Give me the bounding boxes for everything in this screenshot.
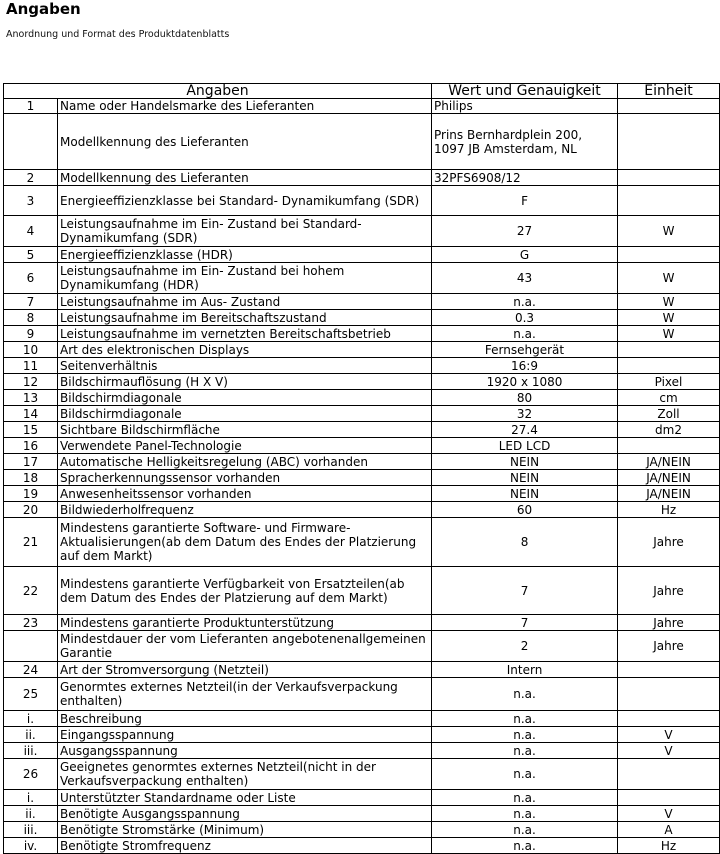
- table-row: [4, 743, 720, 759]
- row-description: Mindestdauer der vom Lieferanten angebotenenallgemeinen Garantie: [58, 631, 432, 662]
- row-value: n.a.: [432, 790, 618, 806]
- table-row: [4, 806, 720, 822]
- row-description: Mindestens garantierte Software- und Firmware-Aktualisierungen(ab dem Datum des Endes der Platzierung auf dem Markt): [58, 518, 432, 567]
- row-unit: Jahre: [618, 567, 720, 615]
- row-description: Geeignetes genormtes externes Netzteil(nicht in der Verkaufsverpackung enthalten): [58, 759, 432, 790]
- table-row: [4, 186, 720, 216]
- row-unit: Hz: [618, 838, 720, 854]
- table-row: [4, 342, 720, 358]
- row-value: n.a.: [432, 678, 618, 711]
- row-value: 0.3: [432, 310, 618, 326]
- row-unit: [618, 114, 720, 170]
- row-number: 19: [4, 486, 58, 502]
- row-number: iii.: [4, 822, 58, 838]
- row-unit: W: [618, 294, 720, 310]
- row-value: 2: [432, 631, 618, 662]
- row-value: 43: [432, 263, 618, 294]
- row-number: 17: [4, 454, 58, 470]
- column-header-angaben: Angaben: [4, 84, 432, 99]
- table-row: [4, 615, 720, 631]
- row-unit: JA/NEIN: [618, 454, 720, 470]
- row-number: 23: [4, 615, 58, 631]
- row-number: 11: [4, 358, 58, 374]
- row-number: 8: [4, 310, 58, 326]
- row-description: Leistungsaufnahme im Aus- Zustand: [58, 294, 432, 310]
- row-value: LED LCD: [432, 438, 618, 454]
- table-row: [4, 631, 720, 662]
- row-number: 20: [4, 502, 58, 518]
- row-number: 26: [4, 759, 58, 790]
- row-description: Energieeffizienzklasse bei Standard- Dynamikumfang (SDR): [58, 186, 432, 216]
- row-description: Leistungsaufnahme im Bereitschaftszustand: [58, 310, 432, 326]
- table-row: [4, 438, 720, 454]
- row-unit: V: [618, 727, 720, 743]
- table-row: [4, 358, 720, 374]
- row-number: 24: [4, 662, 58, 678]
- row-value: n.a.: [432, 727, 618, 743]
- row-number: 7: [4, 294, 58, 310]
- row-number: 16: [4, 438, 58, 454]
- row-value: 80: [432, 390, 618, 406]
- row-unit: [618, 186, 720, 216]
- page-subtitle: Anordnung und Format des Produktdatenblatts: [6, 29, 230, 40]
- table-row: [4, 662, 720, 678]
- row-unit: Zoll: [618, 406, 720, 422]
- table-row: [4, 99, 720, 114]
- row-value: 7: [432, 615, 618, 631]
- row-unit: [618, 99, 720, 114]
- row-value: F: [432, 186, 618, 216]
- row-unit: Jahre: [618, 631, 720, 662]
- row-unit: [618, 342, 720, 358]
- row-value: NEIN: [432, 486, 618, 502]
- row-number: 10: [4, 342, 58, 358]
- row-number: 18: [4, 470, 58, 486]
- page-title: Angaben: [6, 0, 81, 18]
- row-description: Benötigte Stromstärke (Minimum): [58, 822, 432, 838]
- row-unit: W: [618, 216, 720, 247]
- row-number: 3: [4, 186, 58, 216]
- row-unit: JA/NEIN: [618, 470, 720, 486]
- row-value: n.a.: [432, 806, 618, 822]
- table-row: [4, 567, 720, 615]
- row-number: 14: [4, 406, 58, 422]
- row-description: Energieeffizienzklasse (HDR): [58, 247, 432, 263]
- row-value: NEIN: [432, 454, 618, 470]
- row-description: Seitenverhältnis: [58, 358, 432, 374]
- table-row: [4, 502, 720, 518]
- row-number: [4, 631, 58, 662]
- row-number: 4: [4, 216, 58, 247]
- table-row: [4, 326, 720, 342]
- row-unit: Hz: [618, 502, 720, 518]
- row-value: NEIN: [432, 470, 618, 486]
- row-description: Automatische Helligkeitsregelung (ABC) vorhanden: [58, 454, 432, 470]
- row-unit: cm: [618, 390, 720, 406]
- row-unit: W: [618, 310, 720, 326]
- row-number: 5: [4, 247, 58, 263]
- row-unit: [618, 678, 720, 711]
- table-row: [4, 838, 720, 854]
- table-row: [4, 374, 720, 390]
- row-value: 7: [432, 567, 618, 615]
- row-value: 8: [432, 518, 618, 567]
- row-description: Beschreibung: [58, 711, 432, 727]
- row-description: Benötigte Ausgangsspannung: [58, 806, 432, 822]
- row-value: n.a.: [432, 294, 618, 310]
- row-unit: [618, 790, 720, 806]
- row-description: Unterstützter Standardname oder Liste: [58, 790, 432, 806]
- row-value: 27.4: [432, 422, 618, 438]
- row-value: 32: [432, 406, 618, 422]
- row-number: ii.: [4, 806, 58, 822]
- row-value: n.a.: [432, 711, 618, 727]
- table-row: [4, 486, 720, 502]
- row-description: Leistungsaufnahme im Ein- Zustand bei hohem Dynamikumfang (HDR): [58, 263, 432, 294]
- row-description: Verwendete Panel-Technologie: [58, 438, 432, 454]
- row-value: 16:9: [432, 358, 618, 374]
- row-number: i.: [4, 790, 58, 806]
- row-unit: dm2: [618, 422, 720, 438]
- table-row: [4, 678, 720, 711]
- row-description: Bildschirmauflösung (H X V): [58, 374, 432, 390]
- row-unit: [618, 247, 720, 263]
- table-row: [4, 518, 720, 567]
- table-row: [4, 422, 720, 438]
- row-description: Bildwiederholfrequenz: [58, 502, 432, 518]
- row-value: 32PFS6908/12: [432, 170, 618, 186]
- row-value: Fernsehgerät: [432, 342, 618, 358]
- table-row: [4, 470, 720, 486]
- table-row: [4, 263, 720, 294]
- row-value: Philips: [432, 99, 618, 114]
- row-value: n.a.: [432, 326, 618, 342]
- row-value: Prins Bernhardplein 200, 1097 JB Amsterdam, NL: [432, 114, 618, 170]
- row-value: n.a.: [432, 838, 618, 854]
- row-value: 1920 x 1080: [432, 374, 618, 390]
- table-body: [4, 99, 720, 854]
- row-description: Art der Stromversorgung (Netzteil): [58, 662, 432, 678]
- table-row: [4, 247, 720, 263]
- row-value: G: [432, 247, 618, 263]
- row-description: Ausgangsspannung: [58, 743, 432, 759]
- table-row: [4, 310, 720, 326]
- row-description: Leistungsaufnahme im Ein- Zustand bei Standard-Dynamikumfang (SDR): [58, 216, 432, 247]
- table-row: [4, 294, 720, 310]
- table-row: [4, 114, 720, 170]
- row-number: iii.: [4, 743, 58, 759]
- row-unit: Jahre: [618, 518, 720, 567]
- row-description: Leistungsaufnahme im vernetzten Bereitschaftsbetrieb: [58, 326, 432, 342]
- row-unit: [618, 759, 720, 790]
- row-description: Sichtbare Bildschirmfläche: [58, 422, 432, 438]
- row-value: 60: [432, 502, 618, 518]
- row-unit: W: [618, 263, 720, 294]
- row-number: 12: [4, 374, 58, 390]
- row-description: Eingangsspannung: [58, 727, 432, 743]
- table-row: [4, 454, 720, 470]
- row-description: Spracherkennungssensor vorhanden: [58, 470, 432, 486]
- row-unit: A: [618, 822, 720, 838]
- row-description: Anwesenheitssensor vorhanden: [58, 486, 432, 502]
- row-number: 13: [4, 390, 58, 406]
- column-header-wert: Wert und Genauigkeit: [432, 84, 618, 99]
- table-row: [4, 727, 720, 743]
- row-description: Art des elektronischen Displays: [58, 342, 432, 358]
- row-description: Genormtes externes Netzteil(in der Verkaufsverpackung enthalten): [58, 678, 432, 711]
- row-number: 6: [4, 263, 58, 294]
- table-row: [4, 759, 720, 790]
- table-row: [4, 406, 720, 422]
- row-unit: V: [618, 806, 720, 822]
- row-number: iv.: [4, 838, 58, 854]
- row-unit: [618, 358, 720, 374]
- row-number: [4, 114, 58, 170]
- row-number: 22: [4, 567, 58, 615]
- product-datasheet-table: [3, 83, 720, 854]
- row-unit: [618, 170, 720, 186]
- row-value: Intern: [432, 662, 618, 678]
- table-row: [4, 822, 720, 838]
- table-row: [4, 390, 720, 406]
- table-row: [4, 790, 720, 806]
- row-description: Mindestens garantierte Verfügbarkeit von Ersatzteilen(ab dem Datum des Endes der Platzierung auf dem Markt): [58, 567, 432, 615]
- row-description: Bildschirmdiagonale: [58, 406, 432, 422]
- row-unit: [618, 438, 720, 454]
- column-header-einheit: Einheit: [618, 84, 720, 99]
- row-number: 1: [4, 99, 58, 114]
- row-value: n.a.: [432, 822, 618, 838]
- row-unit: Pixel: [618, 374, 720, 390]
- row-number: 2: [4, 170, 58, 186]
- row-number: 21: [4, 518, 58, 567]
- row-description: Bildschirmdiagonale: [58, 390, 432, 406]
- row-unit: Jahre: [618, 615, 720, 631]
- table-row: [4, 711, 720, 727]
- row-unit: W: [618, 326, 720, 342]
- row-description: Modellkennung des Lieferanten: [58, 170, 432, 186]
- row-number: 25: [4, 678, 58, 711]
- row-description: Mindestens garantierte Produktunterstützung: [58, 615, 432, 631]
- row-value: n.a.: [432, 743, 618, 759]
- row-value: n.a.: [432, 759, 618, 790]
- row-description: Modellkennung des Lieferanten: [58, 114, 432, 170]
- row-description: Benötigte Stromfrequenz: [58, 838, 432, 854]
- row-number: 9: [4, 326, 58, 342]
- row-description: Name oder Handelsmarke des Lieferanten: [58, 99, 432, 114]
- row-number: i.: [4, 711, 58, 727]
- row-value: 27: [432, 216, 618, 247]
- row-unit: V: [618, 743, 720, 759]
- row-unit: [618, 662, 720, 678]
- table-header-row: [4, 84, 720, 99]
- row-number: ii.: [4, 727, 58, 743]
- table-row: [4, 170, 720, 186]
- table-row: [4, 216, 720, 247]
- row-unit: JA/NEIN: [618, 486, 720, 502]
- row-number: 15: [4, 422, 58, 438]
- row-unit: [618, 711, 720, 727]
